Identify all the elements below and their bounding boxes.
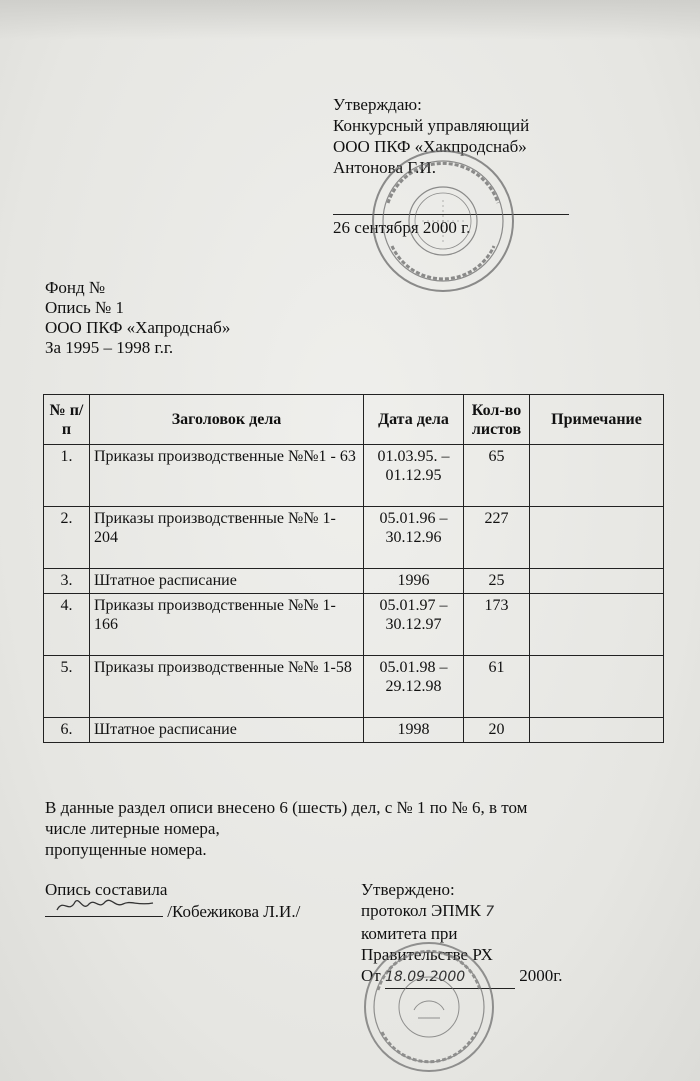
handwritten-date: 18.09.2000 xyxy=(384,969,466,985)
approval-person: Антонова Г.И. xyxy=(333,158,436,177)
header-num: № п/п xyxy=(44,395,90,445)
row-sheets: 65 xyxy=(464,445,530,507)
row-note xyxy=(530,445,664,507)
fund-period: За 1995 – 1998 г.г. xyxy=(45,338,174,357)
table-row xyxy=(44,569,664,594)
table-header-row xyxy=(44,395,664,445)
row-num: 6. xyxy=(44,718,90,743)
handwritten-signature-icon xyxy=(53,894,163,916)
header-title: Заголовок дела xyxy=(90,395,364,445)
row-num: 5. xyxy=(44,656,90,718)
row-date: 05.01.97 – 30.12.97 xyxy=(364,594,464,656)
compiler-signature xyxy=(45,900,163,917)
approval-title: Утверждаю: xyxy=(333,95,422,114)
date-suffix: 2000г. xyxy=(519,966,563,985)
row-date: 1998 xyxy=(364,718,464,743)
table-row xyxy=(44,718,664,743)
protocol-number: 7 xyxy=(485,904,495,920)
summary-line-1: В данные раздел описи внесено 6 (шесть) дел, с № 1 по № 6, в том xyxy=(45,798,528,817)
fund-company: ООО ПКФ «Хапродснаб» xyxy=(45,318,231,337)
summary-text xyxy=(45,797,605,860)
row-num: 4. xyxy=(44,594,90,656)
compiled-signature-row xyxy=(45,900,300,922)
row-date: 05.01.98 – 29.12.98 xyxy=(364,656,464,718)
row-num: 3. xyxy=(44,569,90,594)
compiler-name: /Кобежикова Л.И./ xyxy=(167,902,301,921)
inventory-table xyxy=(43,394,664,743)
row-num: 2. xyxy=(44,507,90,569)
row-note xyxy=(530,656,664,718)
header-note: Примечание xyxy=(530,395,664,445)
row-sheets: 173 xyxy=(464,594,530,656)
summary-line-2: числе литерные номера, xyxy=(45,819,220,838)
row-sheets: 227 xyxy=(464,507,530,569)
committee-approved-label: Утверждено: xyxy=(361,880,455,899)
table-row xyxy=(44,656,664,718)
approval-date: 26 сентября 2000 г. xyxy=(333,218,471,237)
fund-number: Фонд № xyxy=(45,278,106,297)
company-seal-icon xyxy=(370,148,516,294)
row-note xyxy=(530,569,664,594)
table-row xyxy=(44,507,664,569)
committee-seal-icon xyxy=(362,940,496,1074)
row-title: Штатное расписание xyxy=(90,718,364,743)
row-date: 05.01.96 – 30.12.96 xyxy=(364,507,464,569)
row-num: 1. xyxy=(44,445,90,507)
row-date: 1996 xyxy=(364,569,464,594)
compiled-label: Опись составила xyxy=(45,880,168,899)
summary-line-3: пропущенные номера. xyxy=(45,840,207,859)
fund-block xyxy=(45,278,230,358)
row-sheets: 61 xyxy=(464,656,530,718)
committee-line: комитета при xyxy=(361,924,458,943)
table-row xyxy=(44,594,664,656)
row-sheets: 20 xyxy=(464,718,530,743)
committee-protocol xyxy=(361,900,563,923)
table-row xyxy=(44,445,664,507)
date-prefix: От xyxy=(361,966,381,985)
committee-government: Правительстве РХ xyxy=(361,945,493,964)
approval-position: Конкурсный управляющий xyxy=(333,116,530,135)
header-date: Дата дела xyxy=(364,395,464,445)
row-note xyxy=(530,718,664,743)
row-date: 01.03.95. – 01.12.95 xyxy=(364,445,464,507)
compiled-by-block xyxy=(45,879,300,922)
inventory-number: Опись № 1 xyxy=(45,298,124,317)
row-note xyxy=(530,594,664,656)
row-title: Приказы производственные №№1 - 63 xyxy=(90,445,364,507)
row-title: Приказы производственные №№ 1-204 xyxy=(90,507,364,569)
header-sheets: Кол-во листов xyxy=(464,395,530,445)
row-title: Штатное расписание xyxy=(90,569,364,594)
protocol-label: протокол ЭПМК xyxy=(361,901,481,920)
row-title: Приказы производственные №№ 1-58 xyxy=(90,656,364,718)
row-sheets: 25 xyxy=(464,569,530,594)
row-note xyxy=(530,507,664,569)
approval-company: ООО ПКФ «Хакпродснаб» xyxy=(333,137,527,156)
scan-shadow xyxy=(0,0,700,40)
row-title: Приказы производственные №№ 1-166 xyxy=(90,594,364,656)
